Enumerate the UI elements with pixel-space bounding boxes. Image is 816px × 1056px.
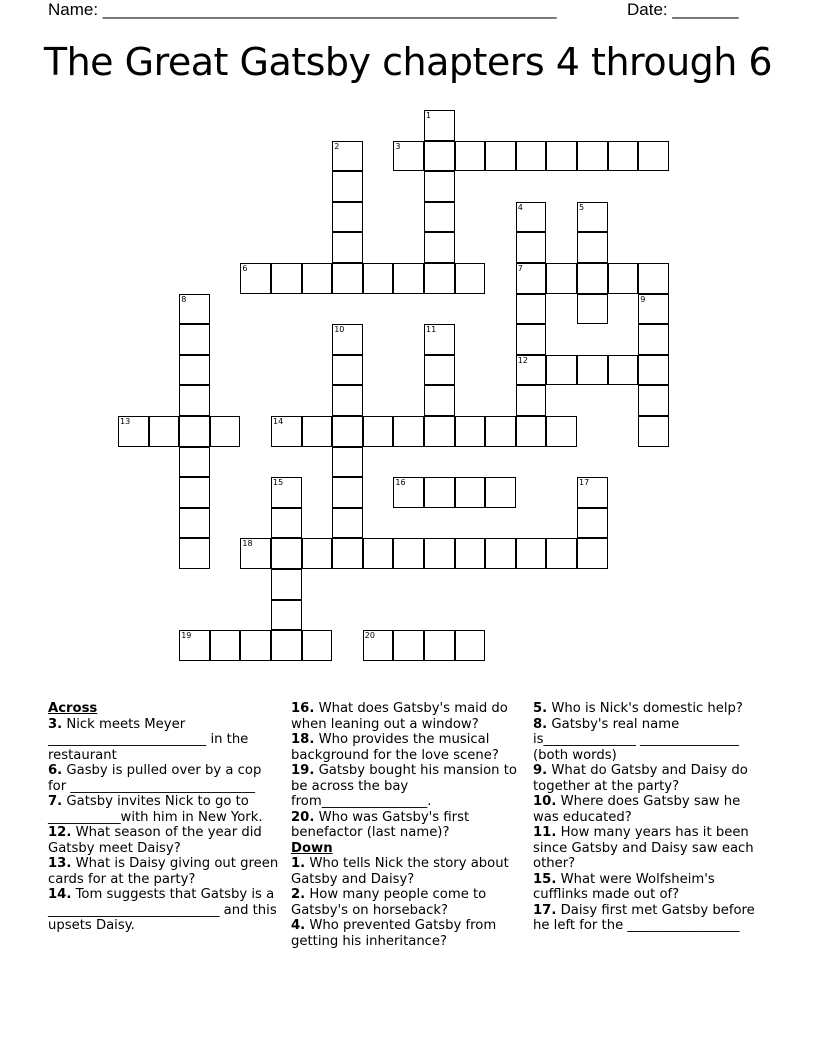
cell-number: 9 bbox=[640, 294, 646, 304]
grid-cell[interactable] bbox=[516, 294, 547, 325]
grid-cell[interactable] bbox=[577, 263, 608, 294]
grid-cell[interactable] bbox=[424, 110, 455, 141]
grid-cell[interactable] bbox=[638, 355, 669, 386]
grid-cell[interactable] bbox=[516, 263, 547, 294]
grid-cell[interactable] bbox=[393, 416, 424, 447]
grid-cell[interactable] bbox=[455, 416, 486, 447]
grid-cell[interactable] bbox=[179, 385, 210, 416]
grid-cell[interactable] bbox=[271, 538, 302, 569]
grid-cell[interactable] bbox=[332, 355, 363, 386]
grid-cell[interactable] bbox=[332, 232, 363, 263]
across-heading: Across bbox=[48, 701, 98, 716]
grid-cell[interactable] bbox=[516, 141, 547, 172]
clue-down-8: 8. Gatsby's real name is______________ _______________ (both words) bbox=[533, 716, 739, 763]
grid-cell[interactable] bbox=[332, 324, 363, 355]
grid-cell[interactable] bbox=[485, 538, 516, 569]
clue-down-10: 10. Where does Gatsby saw he was educated? bbox=[533, 794, 741, 825]
grid-cell[interactable] bbox=[179, 416, 210, 447]
grid-cell[interactable] bbox=[638, 324, 669, 355]
grid-cell[interactable] bbox=[577, 141, 608, 172]
date-field: Date: _______ bbox=[627, 0, 739, 19]
grid-cell[interactable] bbox=[393, 141, 424, 172]
grid-cell[interactable] bbox=[577, 538, 608, 569]
grid-cell[interactable] bbox=[424, 385, 455, 416]
grid-cell[interactable] bbox=[332, 202, 363, 233]
grid-cell[interactable] bbox=[546, 538, 577, 569]
grid-cell[interactable] bbox=[393, 538, 424, 569]
cell-number: 4 bbox=[517, 202, 523, 212]
grid-cell[interactable] bbox=[240, 263, 271, 294]
grid-cell[interactable] bbox=[179, 294, 210, 325]
name-field: Name: ________________________________________________ bbox=[48, 0, 557, 19]
grid-cell[interactable] bbox=[638, 141, 669, 172]
grid-cell[interactable] bbox=[302, 538, 333, 569]
grid-cell[interactable] bbox=[424, 477, 455, 508]
cell-number: 12 bbox=[517, 355, 528, 365]
grid-cell[interactable] bbox=[179, 538, 210, 569]
grid-cell[interactable] bbox=[455, 538, 486, 569]
cell-number: 14 bbox=[273, 417, 284, 426]
clue-down-17: 17. Daisy first met Gatsby before he left for the _________________ bbox=[533, 902, 755, 933]
clue-across-7: 7. Gatsby invites Nick to go to ___________with him in New York. bbox=[48, 794, 263, 825]
clues-column-2 bbox=[291, 701, 523, 949]
grid-cell[interactable] bbox=[118, 416, 149, 447]
grid-cell[interactable] bbox=[271, 569, 302, 600]
grid-cell[interactable] bbox=[363, 630, 394, 661]
clue-across-20: 20. Who was Gatsby's first benefactor (last name)? bbox=[291, 809, 470, 840]
grid-cell[interactable] bbox=[577, 202, 608, 233]
cell-number: 1 bbox=[426, 111, 432, 120]
clues-column-3 bbox=[533, 701, 765, 934]
grid-cell[interactable] bbox=[271, 477, 302, 508]
grid-cell[interactable] bbox=[302, 630, 333, 661]
grid-cell[interactable] bbox=[363, 263, 394, 294]
clue-across-18: 18. Who provides the musical background for the love scene? bbox=[291, 732, 499, 763]
grid-cell[interactable] bbox=[424, 202, 455, 233]
clue-across-3: 3. Nick meets Meyer ________________________ in the restaurant bbox=[48, 716, 249, 763]
grid-cell[interactable] bbox=[485, 416, 516, 447]
clue-down-9: 9. What do Gatsby and Daisy do together at the party? bbox=[533, 763, 748, 794]
grid-cell[interactable] bbox=[546, 263, 577, 294]
grid-cell[interactable] bbox=[455, 141, 486, 172]
cell-number: 15 bbox=[273, 478, 284, 488]
grid-cell[interactable] bbox=[332, 508, 363, 539]
clue-down-2: 2. How many people come to Gatsby's on horseback? bbox=[291, 887, 487, 918]
grid-cell[interactable] bbox=[332, 538, 363, 569]
grid-cell[interactable] bbox=[638, 263, 669, 294]
grid-cell[interactable] bbox=[577, 477, 608, 508]
cell-number: 17 bbox=[579, 478, 590, 488]
cell-number: 11 bbox=[426, 325, 437, 335]
grid-cell[interactable] bbox=[393, 630, 424, 661]
grid-cell[interactable] bbox=[332, 385, 363, 416]
clue-down-4: 4. Who prevented Gatsby from getting his inheritance? bbox=[291, 918, 497, 949]
grid-cell[interactable] bbox=[271, 416, 302, 447]
grid-cell[interactable] bbox=[363, 416, 394, 447]
grid-cell[interactable] bbox=[577, 355, 608, 386]
clue-across-14: 14. Tom suggests that Gatsby is a __________________________ and this upsets Daisy. bbox=[48, 887, 277, 933]
grid-cell[interactable] bbox=[455, 263, 486, 294]
clues-column-1 bbox=[48, 701, 280, 934]
grid-cell[interactable] bbox=[546, 416, 577, 447]
grid-cell[interactable] bbox=[638, 294, 669, 325]
clue-down-5: 5. Who is Nick's domestic help? bbox=[533, 701, 743, 716]
down-heading: Down bbox=[291, 840, 333, 856]
grid-cell[interactable] bbox=[577, 508, 608, 539]
clue-across-19: 19. Gatsby bought his mansion to be across the bay from________________. bbox=[291, 763, 517, 809]
grid-cell[interactable] bbox=[516, 416, 547, 447]
cell-number: 8 bbox=[181, 294, 187, 304]
grid-cell[interactable] bbox=[485, 141, 516, 172]
grid-cell[interactable] bbox=[608, 141, 639, 172]
grid-cell[interactable] bbox=[516, 355, 547, 386]
grid-cell[interactable] bbox=[424, 263, 455, 294]
grid-cell[interactable] bbox=[179, 508, 210, 539]
grid-cell[interactable] bbox=[149, 416, 180, 447]
grid-cell[interactable] bbox=[516, 538, 547, 569]
grid-cell[interactable] bbox=[179, 447, 210, 478]
grid-cell[interactable] bbox=[332, 171, 363, 202]
cell-number: 18 bbox=[242, 539, 253, 549]
grid-cell[interactable] bbox=[332, 141, 363, 172]
grid-cell[interactable] bbox=[608, 263, 639, 294]
grid-cell[interactable] bbox=[424, 355, 455, 386]
cell-number: 7 bbox=[517, 264, 523, 273]
clue-down-11: 11. How many years has it been since Gatsby and Daisy saw each other? bbox=[533, 825, 754, 871]
clue-down-15: 15. What were Wolfsheim's cufflinks made out of? bbox=[533, 871, 715, 902]
grid-cell[interactable] bbox=[455, 477, 486, 508]
grid-cell[interactable] bbox=[332, 263, 363, 294]
grid-cell[interactable] bbox=[485, 477, 516, 508]
grid-cell[interactable] bbox=[179, 324, 210, 355]
grid-cell[interactable] bbox=[240, 538, 271, 569]
grid-cell[interactable] bbox=[210, 416, 241, 447]
grid-cell[interactable] bbox=[393, 477, 424, 508]
grid-cell[interactable] bbox=[424, 232, 455, 263]
cell-number: 19 bbox=[181, 631, 192, 641]
grid-cell[interactable] bbox=[516, 232, 547, 263]
grid-cell[interactable] bbox=[302, 263, 333, 294]
grid-cell[interactable] bbox=[393, 263, 424, 294]
grid-cell[interactable] bbox=[210, 630, 241, 661]
grid-cell[interactable] bbox=[179, 355, 210, 386]
grid-cell[interactable] bbox=[332, 416, 363, 447]
grid-cell[interactable] bbox=[271, 508, 302, 539]
grid-cell[interactable] bbox=[424, 630, 455, 661]
page-title: The Great Gatsby chapters 4 through 6 bbox=[43, 40, 773, 84]
grid-cell[interactable] bbox=[608, 355, 639, 386]
cell-number: 13 bbox=[120, 417, 131, 426]
cell-number: 3 bbox=[395, 141, 401, 151]
grid-cell[interactable] bbox=[332, 477, 363, 508]
grid-cell[interactable] bbox=[424, 171, 455, 202]
grid-cell[interactable] bbox=[363, 538, 394, 569]
grid-cell[interactable] bbox=[424, 324, 455, 355]
grid-cell[interactable] bbox=[546, 141, 577, 172]
clue-down-1: 1. Who tells Nick the story about Gatsby and Daisy? bbox=[291, 856, 509, 887]
cell-number: 20 bbox=[364, 631, 375, 641]
clue-across-6: 6. Gasby is pulled over by a cop for ____________________________ bbox=[48, 763, 262, 794]
grid-cell[interactable] bbox=[455, 630, 486, 661]
grid-cell[interactable] bbox=[546, 355, 577, 386]
grid-cell[interactable] bbox=[516, 324, 547, 355]
grid-cell[interactable] bbox=[577, 294, 608, 325]
grid-cell[interactable] bbox=[302, 416, 333, 447]
grid-cell[interactable] bbox=[179, 477, 210, 508]
cell-number: 2 bbox=[334, 141, 340, 151]
grid-cell[interactable] bbox=[271, 263, 302, 294]
cell-number: 16 bbox=[395, 478, 406, 488]
grid-cell[interactable] bbox=[424, 141, 455, 172]
grid-cell[interactable] bbox=[271, 630, 302, 661]
cell-number: 10 bbox=[334, 325, 345, 335]
grid-cell[interactable] bbox=[516, 202, 547, 233]
grid-cell[interactable] bbox=[240, 630, 271, 661]
grid-cell[interactable] bbox=[179, 630, 210, 661]
grid-cell[interactable] bbox=[638, 385, 669, 416]
grid-cell[interactable] bbox=[424, 416, 455, 447]
grid-cell[interactable] bbox=[638, 416, 669, 447]
grid-cell[interactable] bbox=[516, 385, 547, 416]
clue-across-12: 12. What season of the year did Gatsby meet Daisy? bbox=[48, 825, 262, 856]
grid-cell[interactable] bbox=[424, 538, 455, 569]
grid-cell[interactable] bbox=[271, 600, 302, 631]
clue-across-16: 16. What does Gatsby's maid do when leaning out a window? bbox=[291, 701, 508, 732]
grid-cell[interactable] bbox=[332, 447, 363, 478]
cell-number: 5 bbox=[579, 202, 585, 212]
cell-number: 6 bbox=[242, 264, 248, 273]
grid-cell[interactable] bbox=[577, 232, 608, 263]
clue-across-13: 13. What is Daisy giving out green cards for at the party? bbox=[48, 856, 279, 887]
